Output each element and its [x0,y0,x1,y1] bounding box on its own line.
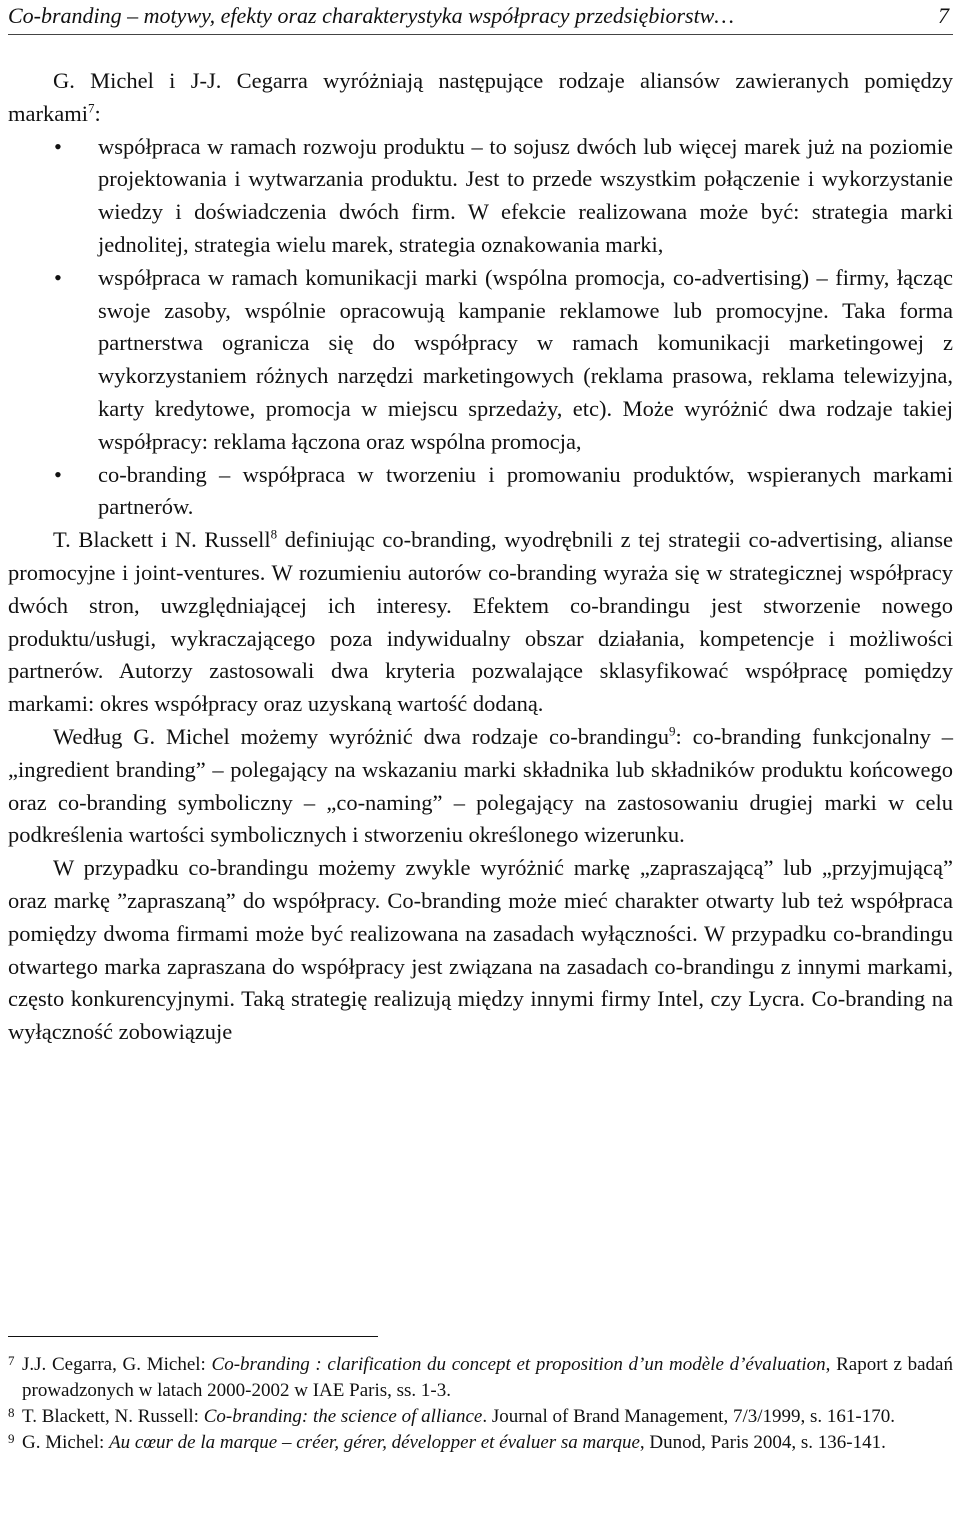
intro-colon: : [94,100,101,126]
list-item [8,131,953,262]
footnote-number: 9 [8,1431,15,1446]
bullet-icon: • [54,264,62,290]
bullet-icon: • [54,461,62,487]
main-text [8,65,953,1049]
footnote-details: , Raport z badań prowadzonych w latach 2000-2002 w IAE Paris, ss. 1-3. [22,1354,953,1401]
footnote-details: . Journal of Brand Management, 7/3/1999, s. 161-170. [482,1406,895,1427]
footnote-ref-7[interactable]: 7 [87,100,95,116]
page-number: 7 [938,3,949,28]
paragraph-text: T. Blackett i N. Russell [53,527,271,553]
footnote-7 [8,1352,953,1404]
running-header [8,0,953,35]
alliance-types-list [8,131,953,525]
footnote-title: Co-branding: the science of alliance [203,1406,483,1427]
footnotes [8,1352,953,1456]
intro-paragraph [8,65,953,131]
footnote-8 [8,1404,953,1430]
list-item-text: współpraca w ramach rozwoju produktu – to sojusz dwóch lub więcej marek już na poziomie projektowania i wytwarzania produktu. Jest to przede wszystkim połączenie i wykorzystanie wiedzy i doświadczenia dwóch firm. W efekcie realizowana może być: strategia marki jednolitej, strategia wielu marek, strategia oznakowania marki, [98,133,953,257]
list-item-text: współpraca w ramach komunikacji marki (wspólna promocja, co-advertising) – firmy, łącząc swoje zasoby, wspólnie opracowują kampanie reklamowe lub promocyjne. Taka forma partnerstwa ogranicza się do współpracy w ramach komunikacji marketingowej z wykorzystaniem różnych narzędzi marketingowych (reklama prasowa, reklama telewizyjna, karty kredytowe, promocja w miejscu sprzedaży, etc). Może wyróżnić dwa rodzaje takiej współpracy: reklama łączona oraz wspólna promocja, [98,264,953,454]
footnote-authors: G. Michel: [22,1432,110,1453]
footnote-title: Co-branding : clarification du concept et proposition d’un modèle d’évaluation [211,1354,826,1375]
paragraph-text: W przypadku co-brandingu możemy zwykle wyróżnić markę „zapraszającą” lub „przyjmującą” oraz markę ”zapraszaną” do współpracy. Co-branding może mieć charakter otwarty lub też współpraca pomiędzy dwoma firmami może być realizowana na zasadach wyłączności. W przypadku co-brandingu otwartego marka zapraszana do współpracy jest związana na zasadach co-brandingu z innymi markami, często konkurencyjnymi. Taką strategię realizują między innymi firmy Intel, czy Lycra. Co-branding na wyłączność zobowiązuje [8,855,953,1045]
footnote-ref-9[interactable]: 9 [668,723,676,739]
paragraph-text: Według G. Michel możemy wyróżnić dwa rodzaje co-brandingu [53,723,669,749]
paragraph-text-continued: : co-branding funkcjonalny – „ingredient branding” – polegający na wskazaniu marki składnika lub składników produktu końcowego oraz co-branding symboliczny – „co-naming” – polegający na zastosowaniu drugiej marki w celu podkreślenia wartości symbolicznych i stworzeniu określonego wizerunku. [8,723,953,848]
footnote-divider [8,1336,378,1337]
footnote-number: 8 [8,1405,15,1420]
footnote-authors: T. Blackett, N. Russell: [22,1406,204,1427]
footnote-number: 7 [8,1353,15,1368]
footnote-title: Au cœur de la marque – créer, gérer, développer et évaluer sa marque [109,1432,640,1453]
list-item [8,262,953,459]
intro-text: G. Michel i J-J. Cegarra wyróżniają następujące rodzaje aliansów zawieranych pomiędzy markami [8,68,953,126]
bullet-icon: • [54,133,62,159]
list-item-text: co-branding – współpraca w tworzeniu i promowaniu produktów, wspieranych markami partnerów. [98,461,953,520]
footnote-9 [8,1430,953,1456]
footnote-authors: J.J. Cegarra, G. Michel: [22,1354,212,1375]
paragraph-blackett [8,524,953,721]
footnote-details: , Dunod, Paris 2004, s. 136-141. [639,1432,886,1453]
footnote-ref-8[interactable]: 8 [270,526,278,542]
running-header-title: Co-branding – motywy, efekty oraz charakterystyka współpracy przedsiębiorstw… [8,3,734,28]
paragraph-co-branding-types [8,852,953,1049]
list-item [8,459,953,525]
paragraph-text-continued: definiując co-branding, wyodrębnili z tej strategii co-advertising, alianse promocyjne i joint-ventures. W rozumieniu autorów co-branding wyraża się w strategicznej współpracy dwóch stron, uwzględniającej ich interesy. Efektem co-brandingu jest stworzenie nowego produktu/usługi, wykraczającego poza indywidualny obszar działania, kompetencje i możliwości partnerów. Autorzy zastosowali dwa kryteria pozwalające sklasyfikować współpracę pomiędzy markami: okres współpracy oraz uzyskaną wartość dodaną. [8,527,953,717]
paragraph-michel [8,721,953,852]
